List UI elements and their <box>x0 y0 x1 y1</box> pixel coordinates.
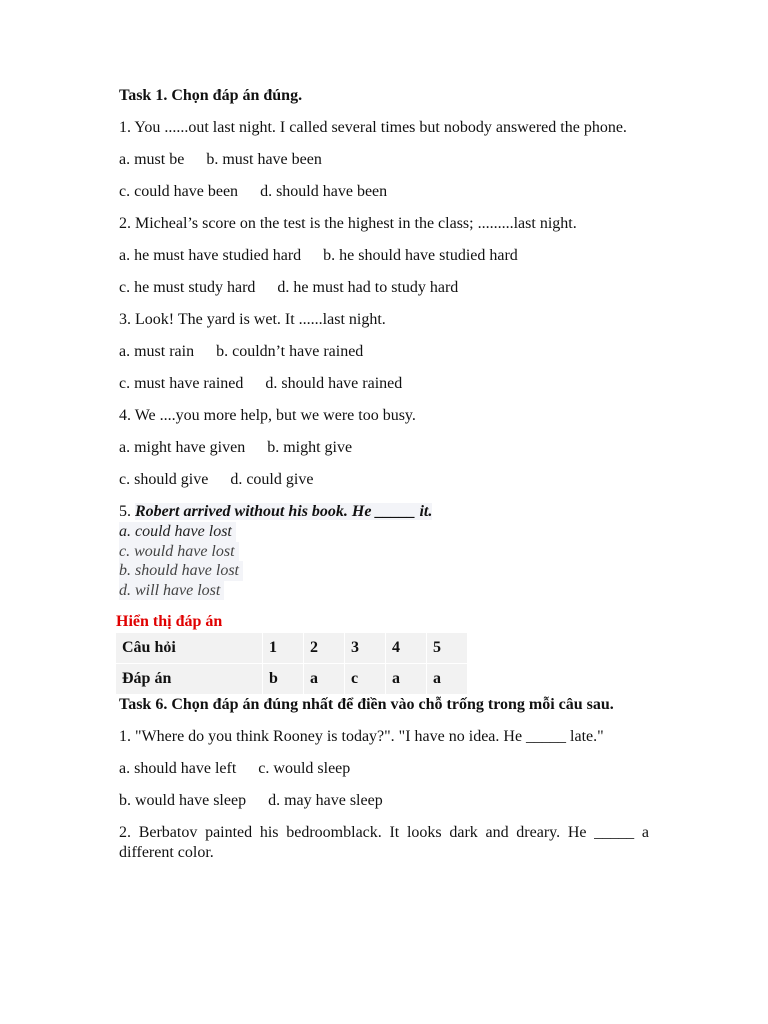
option-a: a. might have given <box>119 439 246 456</box>
option-row <box>119 438 649 458</box>
option-b: b. he should have studied hard <box>323 247 518 264</box>
option-row <box>119 342 649 362</box>
table-row <box>116 633 468 664</box>
option-row <box>119 182 649 202</box>
document-page <box>116 86 649 875</box>
option-c: c. must have rained <box>119 375 244 392</box>
option-a: a. could have lost <box>119 522 236 542</box>
option-a: a. should have left <box>119 760 237 777</box>
question-stem: 1. You ......out last night. I called several times but nobody answered the phone. <box>119 119 627 136</box>
table-cell: a <box>386 664 427 695</box>
question-stem <box>119 502 649 522</box>
option-row <box>119 278 649 298</box>
table-cell: c <box>345 664 386 695</box>
question-stem: 3. Look! The yard is wet. It ......last night. <box>119 311 386 328</box>
option-c: c. would sleep <box>258 760 351 777</box>
option-b: b. couldn’t have rained <box>216 343 364 360</box>
option-b: b. might give <box>267 439 353 456</box>
option-d: d. should have rained <box>265 375 403 392</box>
table-cell: 1 <box>263 633 304 664</box>
option-a: a. must rain <box>119 343 195 360</box>
table-cell: b <box>263 664 304 695</box>
option-a: a. must be <box>119 151 185 168</box>
option-b: b. would have sleep <box>119 792 247 809</box>
table-row <box>116 664 468 695</box>
task1-title: Task 1. Chọn đáp án đúng. <box>119 87 303 104</box>
question-number: 5. <box>119 503 135 520</box>
table-cell: Câu hỏi <box>116 633 263 664</box>
answer-table <box>115 632 468 695</box>
option-d: d. will have lost <box>119 581 224 601</box>
option-row <box>119 150 649 170</box>
task6-title: Task 6. Chọn đáp án đúng nhất để điền vào chỗ trống trong mỗi câu sau. <box>119 696 614 713</box>
table-cell: 5 <box>427 633 468 664</box>
option-c: c. could have been <box>119 183 239 200</box>
question-stem: 2. Micheal’s score on the test is the highest in the class; .........last night. <box>119 215 577 232</box>
option-b: b. must have been <box>206 151 322 168</box>
option-c: c. would have lost <box>119 542 239 562</box>
question-5 <box>119 502 649 600</box>
table-cell: 3 <box>345 633 386 664</box>
option-c: c. he must study hard <box>119 279 256 296</box>
question-5-stem: Robert arrived without his book. He _____ it. <box>135 503 433 520</box>
option-b: b. should have lost <box>119 561 243 581</box>
option-d: d. should have been <box>260 183 388 200</box>
option-d: d. he must had to study hard <box>277 279 459 296</box>
question-stem: 4. We ....you more help, but we were too busy. <box>119 407 416 424</box>
table-cell: Đáp án <box>116 664 263 695</box>
option-row <box>119 791 649 811</box>
option-d: d. may have sleep <box>268 792 383 809</box>
option-c: c. should give <box>119 471 209 488</box>
option-row <box>119 374 649 394</box>
option-d: d. could give <box>230 471 314 488</box>
table-cell: a <box>304 664 345 695</box>
table-cell: 4 <box>386 633 427 664</box>
question-stem: 1. "Where do you think Rooney is today?". "I have no idea. He _____ late." <box>119 728 604 745</box>
option-row <box>119 759 649 779</box>
table-cell: a <box>427 664 468 695</box>
show-answers-link[interactable]: Hiển thị đáp án <box>116 613 223 630</box>
option-row <box>119 470 649 490</box>
question-stem: 2. Berbatov painted his bedroomblack. It looks dark and dreary. He _____ a different color. <box>119 824 649 861</box>
table-cell: 2 <box>304 633 345 664</box>
option-a: a. he must have studied hard <box>119 247 302 264</box>
option-row <box>119 246 649 266</box>
